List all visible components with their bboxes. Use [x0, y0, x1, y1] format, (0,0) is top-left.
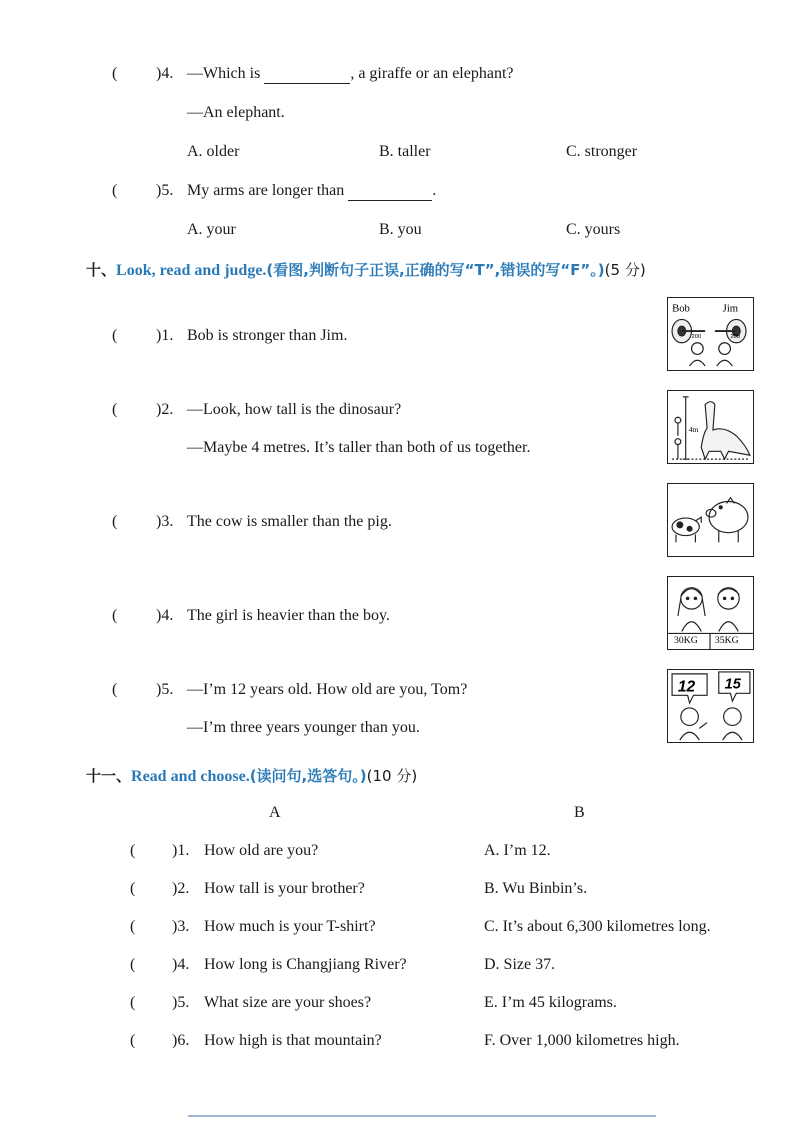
svg-text:Bob: Bob: [672, 302, 690, 315]
option-b: B. taller: [379, 143, 431, 160]
question-number: )2.: [156, 401, 174, 418]
svg-text:12: 12: [677, 678, 696, 696]
answer-option: A. I’m 12.: [484, 842, 551, 859]
option-c: C. yours: [566, 221, 621, 238]
answer-paren-open: (: [112, 401, 118, 418]
option-a: A. older: [187, 143, 240, 160]
svg-text:30KG: 30KG: [674, 635, 698, 647]
answer-paren-open: (: [112, 607, 118, 624]
girl-and-boy-icon: [667, 576, 754, 650]
answer-paren-open: (: [130, 842, 136, 859]
svg-text:Jim: Jim: [722, 302, 739, 315]
answer-blank[interactable]: [348, 182, 432, 201]
statement-text: —I’m 12 years old. How old are you, Tom?: [187, 681, 468, 698]
statement-text: The cow is smaller than the pig.: [187, 513, 392, 530]
answer-paren-open: (: [130, 880, 136, 897]
statement-text: Bob is stronger than Jim.: [187, 327, 348, 344]
answer-paren-open: (: [112, 681, 118, 698]
section-heading-11: 十一、Read and choose.(读问句,选答句。)(10 分): [86, 767, 418, 785]
answer-option: D. Size 37.: [484, 956, 556, 973]
question-number: )5.: [172, 994, 190, 1011]
question-text: How much is your T-shirt?: [204, 918, 376, 935]
question-number: )3.: [156, 513, 174, 530]
option-b: B. you: [379, 221, 422, 238]
question-number: )6.: [172, 1032, 190, 1049]
statement-text: The girl is heavier than the boy.: [187, 607, 390, 624]
answer-paren-open: (: [112, 327, 118, 344]
question-stem: —Which is , a giraffe or an elephant?: [187, 65, 514, 82]
option-c: C. stronger: [566, 143, 638, 160]
section-heading-10: 十、Look, read and judge.(看图,判断句子正误,正确的写“T”,错误的写“F”。)(5 分): [86, 261, 646, 279]
dinosaur-icon: [667, 390, 754, 464]
answer-paren-open: (: [130, 994, 136, 1011]
answer-paren-open: (: [112, 182, 118, 199]
question-number: )5.: [156, 182, 174, 199]
answer-paren-open: (: [130, 918, 136, 935]
answer-option: C. It’s about 6,300 kilometres long.: [484, 918, 711, 935]
question-number: )4.: [156, 65, 174, 82]
question-number: )2.: [172, 880, 190, 897]
question-text: How high is that mountain?: [204, 1032, 382, 1049]
cow-and-pig-icon: [667, 483, 754, 557]
weightlifters-icon: [667, 297, 754, 371]
page-divider: [188, 1115, 656, 1117]
two-kids-talking-icon: [667, 669, 754, 743]
question-answer-line: —An elephant.: [187, 104, 285, 121]
answer-option: E. I’m 45 kilograms.: [484, 994, 617, 1011]
question-text: How tall is your brother?: [204, 880, 365, 897]
answer-paren-open: (: [130, 956, 136, 973]
svg-text:15: 15: [724, 676, 741, 693]
answer-option: B. Wu Binbin’s.: [484, 880, 588, 897]
answer-paren-open: (: [112, 513, 118, 530]
option-a: A. your: [187, 221, 236, 238]
statement-text: —Look, how tall is the dinosaur?: [187, 401, 402, 418]
question-number: )4.: [156, 607, 174, 624]
answer-option: F. Over 1,000 kilometres high.: [484, 1032, 680, 1049]
svg-text:200: 200: [730, 333, 741, 340]
column-header-b: B: [574, 804, 585, 821]
question-number: )3.: [172, 918, 190, 935]
answer-paren-open: (: [112, 65, 118, 82]
question-number: )5.: [156, 681, 174, 698]
svg-text:4m: 4m: [688, 424, 699, 434]
question-number: )1.: [172, 842, 190, 859]
question-stem: My arms are longer than .: [187, 182, 437, 199]
statement-text-line2: —Maybe 4 metres. It’s taller than both of us together.: [187, 439, 531, 456]
answer-paren-open: (: [130, 1032, 136, 1049]
column-header-a: A: [269, 804, 281, 821]
answer-blank[interactable]: [264, 65, 350, 84]
question-text: How long is Changjiang River?: [204, 956, 407, 973]
question-number: )4.: [172, 956, 190, 973]
question-number: )1.: [156, 327, 174, 344]
svg-text:200: 200: [691, 333, 702, 340]
question-text: What size are your shoes?: [204, 994, 372, 1011]
svg-text:35KG: 35KG: [714, 635, 739, 647]
statement-text-line2: —I’m three years younger than you.: [187, 719, 420, 736]
question-text: How old are you?: [204, 842, 319, 859]
